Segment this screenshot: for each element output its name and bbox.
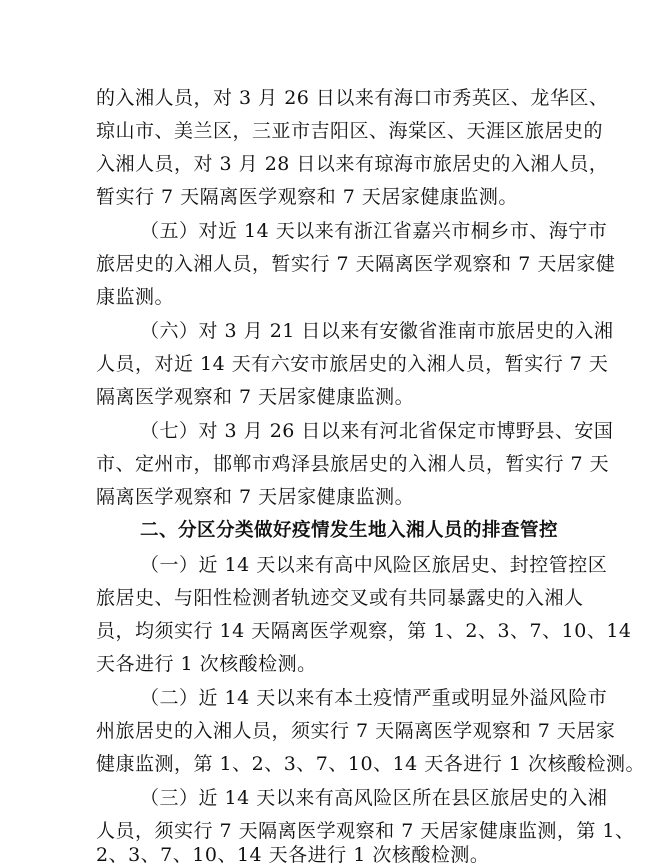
body-text-line: 市、定州市，邯郸市鸡泽县旅居史的入湘人员，暂实行 7 天 [96,453,610,475]
body-text-line: 入湘人员，对 3 月 28 日以来有琼海市旅居史的入湘人员， [96,153,609,175]
body-text-line: 人员，须实行 7 天隔离医学观察和 7 天居家健康监测，第 1、 [96,820,635,842]
body-text-line: 隔离医学观察和 7 天居家健康监测。 [96,486,415,508]
body-text-line: 琼山市、美兰区，三亚市吉阳区、海棠区、天涯区旅居史的 [96,120,604,142]
paragraph-start-line: （二）近 14 天以来有本土疫情严重或明显外溢风险市 [140,687,608,709]
body-text-line: 州旅居史的入湘人员，须实行 7 天隔离医学观察和 7 天居家 [96,720,616,742]
body-text-line: 隔离医学观察和 7 天居家健康监测。 [96,386,415,408]
body-text-line: 旅居史、与阳性检测者轨迹交叉或有共同暴露史的入湘人 [96,587,584,609]
body-text-line: 天各进行 1 次核酸检测。 [96,653,317,675]
section-heading: 二、分区分类做好疫情发生地入湘人员的排查管控 [140,520,559,541]
paragraph-start-line: （七）对 3 月 26 日以来有河北省保定市博野县、安国 [140,420,614,442]
body-text-line: 健康监测，第 1、2、3、7、10、14 天各进行 1 次核酸检测。 [96,753,645,775]
body-text-line: 康监测。 [96,286,175,308]
paragraph-start-line: （六）对 3 月 21 日以来有安徽省淮南市旅居史的入湘 [140,320,614,342]
body-text-line: 2、3、7、10、14 天各进行 1 次核酸检测。 [96,844,490,866]
paragraph-start-line: （一）近 14 天以来有高中风险区旅居史、封控管控区 [140,554,608,576]
paragraph-start-line: （三）近 14 天以来有高风险区所在县区旅居史的入湘 [140,787,608,809]
body-text-line: 的入湘人员，对 3 月 26 日以来有海口市秀英区、龙华区、 [96,87,609,109]
body-text-line: 员，均须实行 14 天隔离医学观察，第 1、2、3、7、10、14 [96,620,632,642]
paragraph-start-line: （五）对近 14 天以来有浙江省嘉兴市桐乡市、海宁市 [140,220,608,242]
body-text-line: 人员，对近 14 天有六安市旅居史的入湘人员，暂实行 7 天 [96,353,609,375]
body-text-line: 旅居史的入湘人员，暂实行 7 天隔离医学观察和 7 天居家健 [96,253,616,275]
body-text-line: 暂实行 7 天隔离医学观察和 7 天居家健康监测。 [96,186,518,208]
